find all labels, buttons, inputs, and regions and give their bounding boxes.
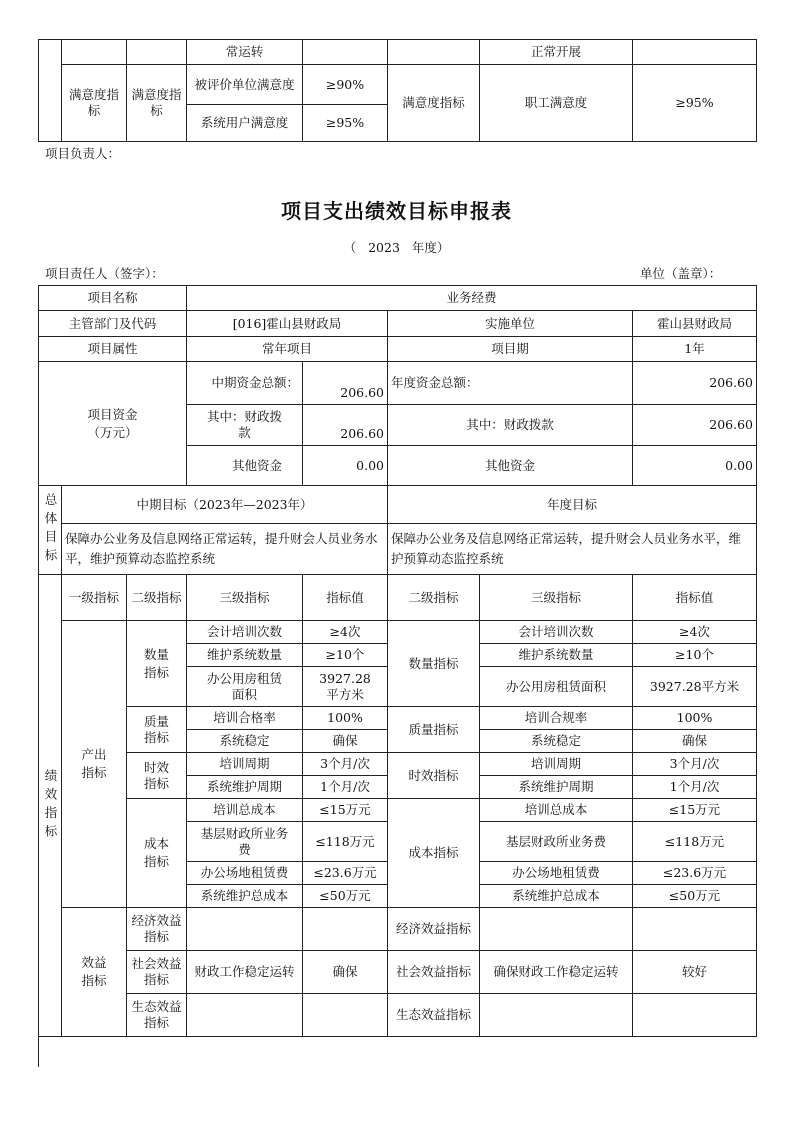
r3-value: 3927.28平方米 <box>633 667 757 707</box>
cost-label: 成本指标 <box>127 799 187 908</box>
goals-label: 总体目标 <box>43 493 58 567</box>
l3-value: 确保 <box>303 730 388 753</box>
mid-total: 206.60 <box>303 362 388 405</box>
r3-value: ≥10个 <box>633 644 757 667</box>
project-owner-note: 项目负责人： <box>45 146 121 161</box>
r3-name: 会计培训次数 <box>480 621 633 644</box>
time-label-right: 时效指标 <box>388 753 480 799</box>
economic-label-right: 经济效益指标 <box>388 908 480 951</box>
empty-cell <box>633 908 757 951</box>
r3-name: 办公场地租赁费 <box>480 862 633 885</box>
social-label-right: 社会效益指标 <box>388 951 480 994</box>
empty-cell <box>303 908 388 951</box>
r3-value: 1个月/次 <box>633 776 757 799</box>
l3-value: 确保 <box>303 951 388 994</box>
r3-value: 较好 <box>633 951 757 994</box>
economic-label: 经济效益指标 <box>127 908 187 951</box>
dept-value: [016]霍山县财政局 <box>187 311 388 337</box>
eco-label: 生态效益指标 <box>127 994 187 1037</box>
year-line: （ 2023 年度） <box>343 240 450 255</box>
attr-value: 常年项目 <box>187 337 388 362</box>
satisfaction-level2-right: 满意度指标 <box>388 65 480 142</box>
year-total-label: 年度资金总额： <box>388 362 633 405</box>
indicators-label: 绩效指标 <box>43 768 58 843</box>
quantity-label: 数量指标 <box>127 621 187 707</box>
r3-name: 培训合规率 <box>480 707 633 730</box>
l3-name: 培训合格率 <box>187 707 303 730</box>
r3-value: ≤23.6万元 <box>633 862 757 885</box>
attr-label: 项目属性 <box>39 337 187 362</box>
satisfaction-table <box>38 39 757 142</box>
indicator-value: ≥95% <box>633 65 757 142</box>
period-value: 1年 <box>633 337 757 362</box>
l3-value: ≥4次 <box>303 621 388 644</box>
l3-name: 财政工作稳定运转 <box>187 951 303 994</box>
r3-name: 培训周期 <box>480 753 633 776</box>
empty-cell <box>480 994 633 1037</box>
mid-goal-header: 中期目标（2023年—2023年） <box>62 486 388 524</box>
indicator-name: 职工满意度 <box>480 65 633 142</box>
l3-name: 会计培训次数 <box>187 621 303 644</box>
benefit-grid <box>127 908 757 1037</box>
header-level3-right: 三级指标 <box>480 575 633 621</box>
l3-value: ≤23.6万元 <box>303 862 388 885</box>
r3-name: 系统稳定 <box>480 730 633 753</box>
dept-label: 主管部门及代码 <box>39 311 187 337</box>
year-other-label: 其他资金 <box>388 446 633 486</box>
benefit-block <box>127 908 757 1037</box>
header-value: 指标值 <box>303 575 388 621</box>
quality-label: 质量指标 <box>127 707 187 753</box>
year-total: 206.60 <box>633 362 757 405</box>
empty-cell <box>187 994 303 1037</box>
mid-fiscal: 206.60 <box>303 405 388 446</box>
l3-value: ≥10个 <box>303 644 388 667</box>
performance-form-table <box>38 285 757 1067</box>
l3-value: 1个月/次 <box>303 776 388 799</box>
empty-cell <box>39 40 62 142</box>
goals-label-cell <box>39 486 62 575</box>
empty-cell <box>187 908 303 951</box>
l3-name: 办公场地租赁费 <box>187 862 303 885</box>
year-goal-header: 年度目标 <box>388 486 757 524</box>
empty-cell <box>388 40 480 65</box>
l3-name: 系统稳定 <box>187 730 303 753</box>
r3-value: ≤118万元 <box>633 822 757 862</box>
empty-cell <box>303 994 388 1037</box>
l3-value: 3927.28平方米 <box>303 667 388 707</box>
quantity-label-right: 数量指标 <box>388 621 480 707</box>
r3-name: 基层财政所业务费 <box>480 822 633 862</box>
eco-label-right: 生态效益指标 <box>388 994 480 1037</box>
mid-goal-text: 保障办公业务及信息网络正常运转，提升财会人员业务水平，维护预算动态监控系统 <box>62 524 388 575</box>
l3-value: 3个月/次 <box>303 753 388 776</box>
indicator-value: ≥95% <box>303 105 388 142</box>
l3-name: 系统维护周期 <box>187 776 303 799</box>
quality-label-right: 质量指标 <box>388 707 480 753</box>
social-label: 社会效益指标 <box>127 951 187 994</box>
empty-cell <box>303 40 388 65</box>
benefit-indicator-label: 效益指标 <box>62 908 127 1037</box>
r3-value: 确保 <box>633 730 757 753</box>
form-title: 项目支出绩效目标申报表 <box>281 199 512 223</box>
l3-name: 培训总成本 <box>187 799 303 822</box>
header-value-right: 指标值 <box>633 575 757 621</box>
header-level2-right: 二级指标 <box>388 575 480 621</box>
mid-other: 0.00 <box>303 446 388 486</box>
r3-name: 培训总成本 <box>480 799 633 822</box>
satisfaction-level2: 满意度指标 <box>127 65 187 142</box>
empty-cell <box>480 908 633 951</box>
l3-name: 培训周期 <box>187 753 303 776</box>
r3-value: 3个月/次 <box>633 753 757 776</box>
impl-value: 霍山县财政局 <box>633 311 757 337</box>
l3-name: 系统维护总成本 <box>187 885 303 908</box>
l3-value: ≤118万元 <box>303 822 388 862</box>
indicator-name: 被评价单位满意度 <box>187 65 303 105</box>
r3-name: 系统维护周期 <box>480 776 633 799</box>
responsible-label: 项目责任人（签字）： <box>45 266 164 281</box>
empty-cell <box>127 40 187 65</box>
mid-total-label: 中期资金总额： <box>187 362 303 405</box>
r3-value: ≤50万元 <box>633 885 757 908</box>
year-fiscal-label: 其中：财政拨款 <box>388 405 633 446</box>
l3-name: 维护系统数量 <box>187 644 303 667</box>
indicators-label-cell <box>39 575 62 1037</box>
period-label: 项目期 <box>388 337 633 362</box>
empty-cell <box>633 40 757 65</box>
year-other: 0.00 <box>633 446 757 486</box>
r3-name: 维护系统数量 <box>480 644 633 667</box>
cost-label-right: 成本指标 <box>388 799 480 908</box>
cell-text: 正常开展 <box>480 40 633 65</box>
header-level3: 三级指标 <box>187 575 303 621</box>
r3-value: ≤15万元 <box>633 799 757 822</box>
cell-text: 常运转 <box>187 40 303 65</box>
satisfaction-level1: 满意度指标 <box>62 65 127 142</box>
r3-value: ≥4次 <box>633 621 757 644</box>
time-label: 时效指标 <box>127 753 187 799</box>
l3-value: 100% <box>303 707 388 730</box>
impl-label: 实施单位 <box>388 311 633 337</box>
unit-label: 单位（盖章）： <box>640 266 722 281</box>
empty-cell <box>62 40 127 65</box>
year-goal-text: 保障办公业务及信息网络正常运转，提升财会人员业务水平，维护预算动态监控系统 <box>388 524 757 575</box>
project-name: 业务经费 <box>187 286 757 311</box>
empty-cell <box>633 994 757 1037</box>
r3-name: 办公用房租赁面积 <box>480 667 633 707</box>
l3-name: 办公用房租赁面积 <box>187 667 303 707</box>
year-fiscal: 206.60 <box>633 405 757 446</box>
l3-name: 基层财政所业务费 <box>187 822 303 862</box>
output-indicator-label: 产出指标 <box>62 621 127 908</box>
r3-name: 系统维护总成本 <box>480 885 633 908</box>
header-level2: 二级指标 <box>127 575 187 621</box>
r3-name: 确保财政工作稳定运转 <box>480 951 633 994</box>
header-level1: 一级指标 <box>62 575 127 621</box>
indicator-name: 系统用户满意度 <box>187 105 303 142</box>
l3-value: ≤15万元 <box>303 799 388 822</box>
indicator-value: ≥90% <box>303 65 388 105</box>
l3-value: ≤50万元 <box>303 885 388 908</box>
mid-other-label: 其他资金 <box>187 446 303 486</box>
r3-value: 100% <box>633 707 757 730</box>
funds-label: 项目资金（万元） <box>39 362 187 486</box>
mid-fiscal-label: 其中：财政拨款 <box>187 405 303 446</box>
project-name-label: 项目名称 <box>39 286 187 311</box>
